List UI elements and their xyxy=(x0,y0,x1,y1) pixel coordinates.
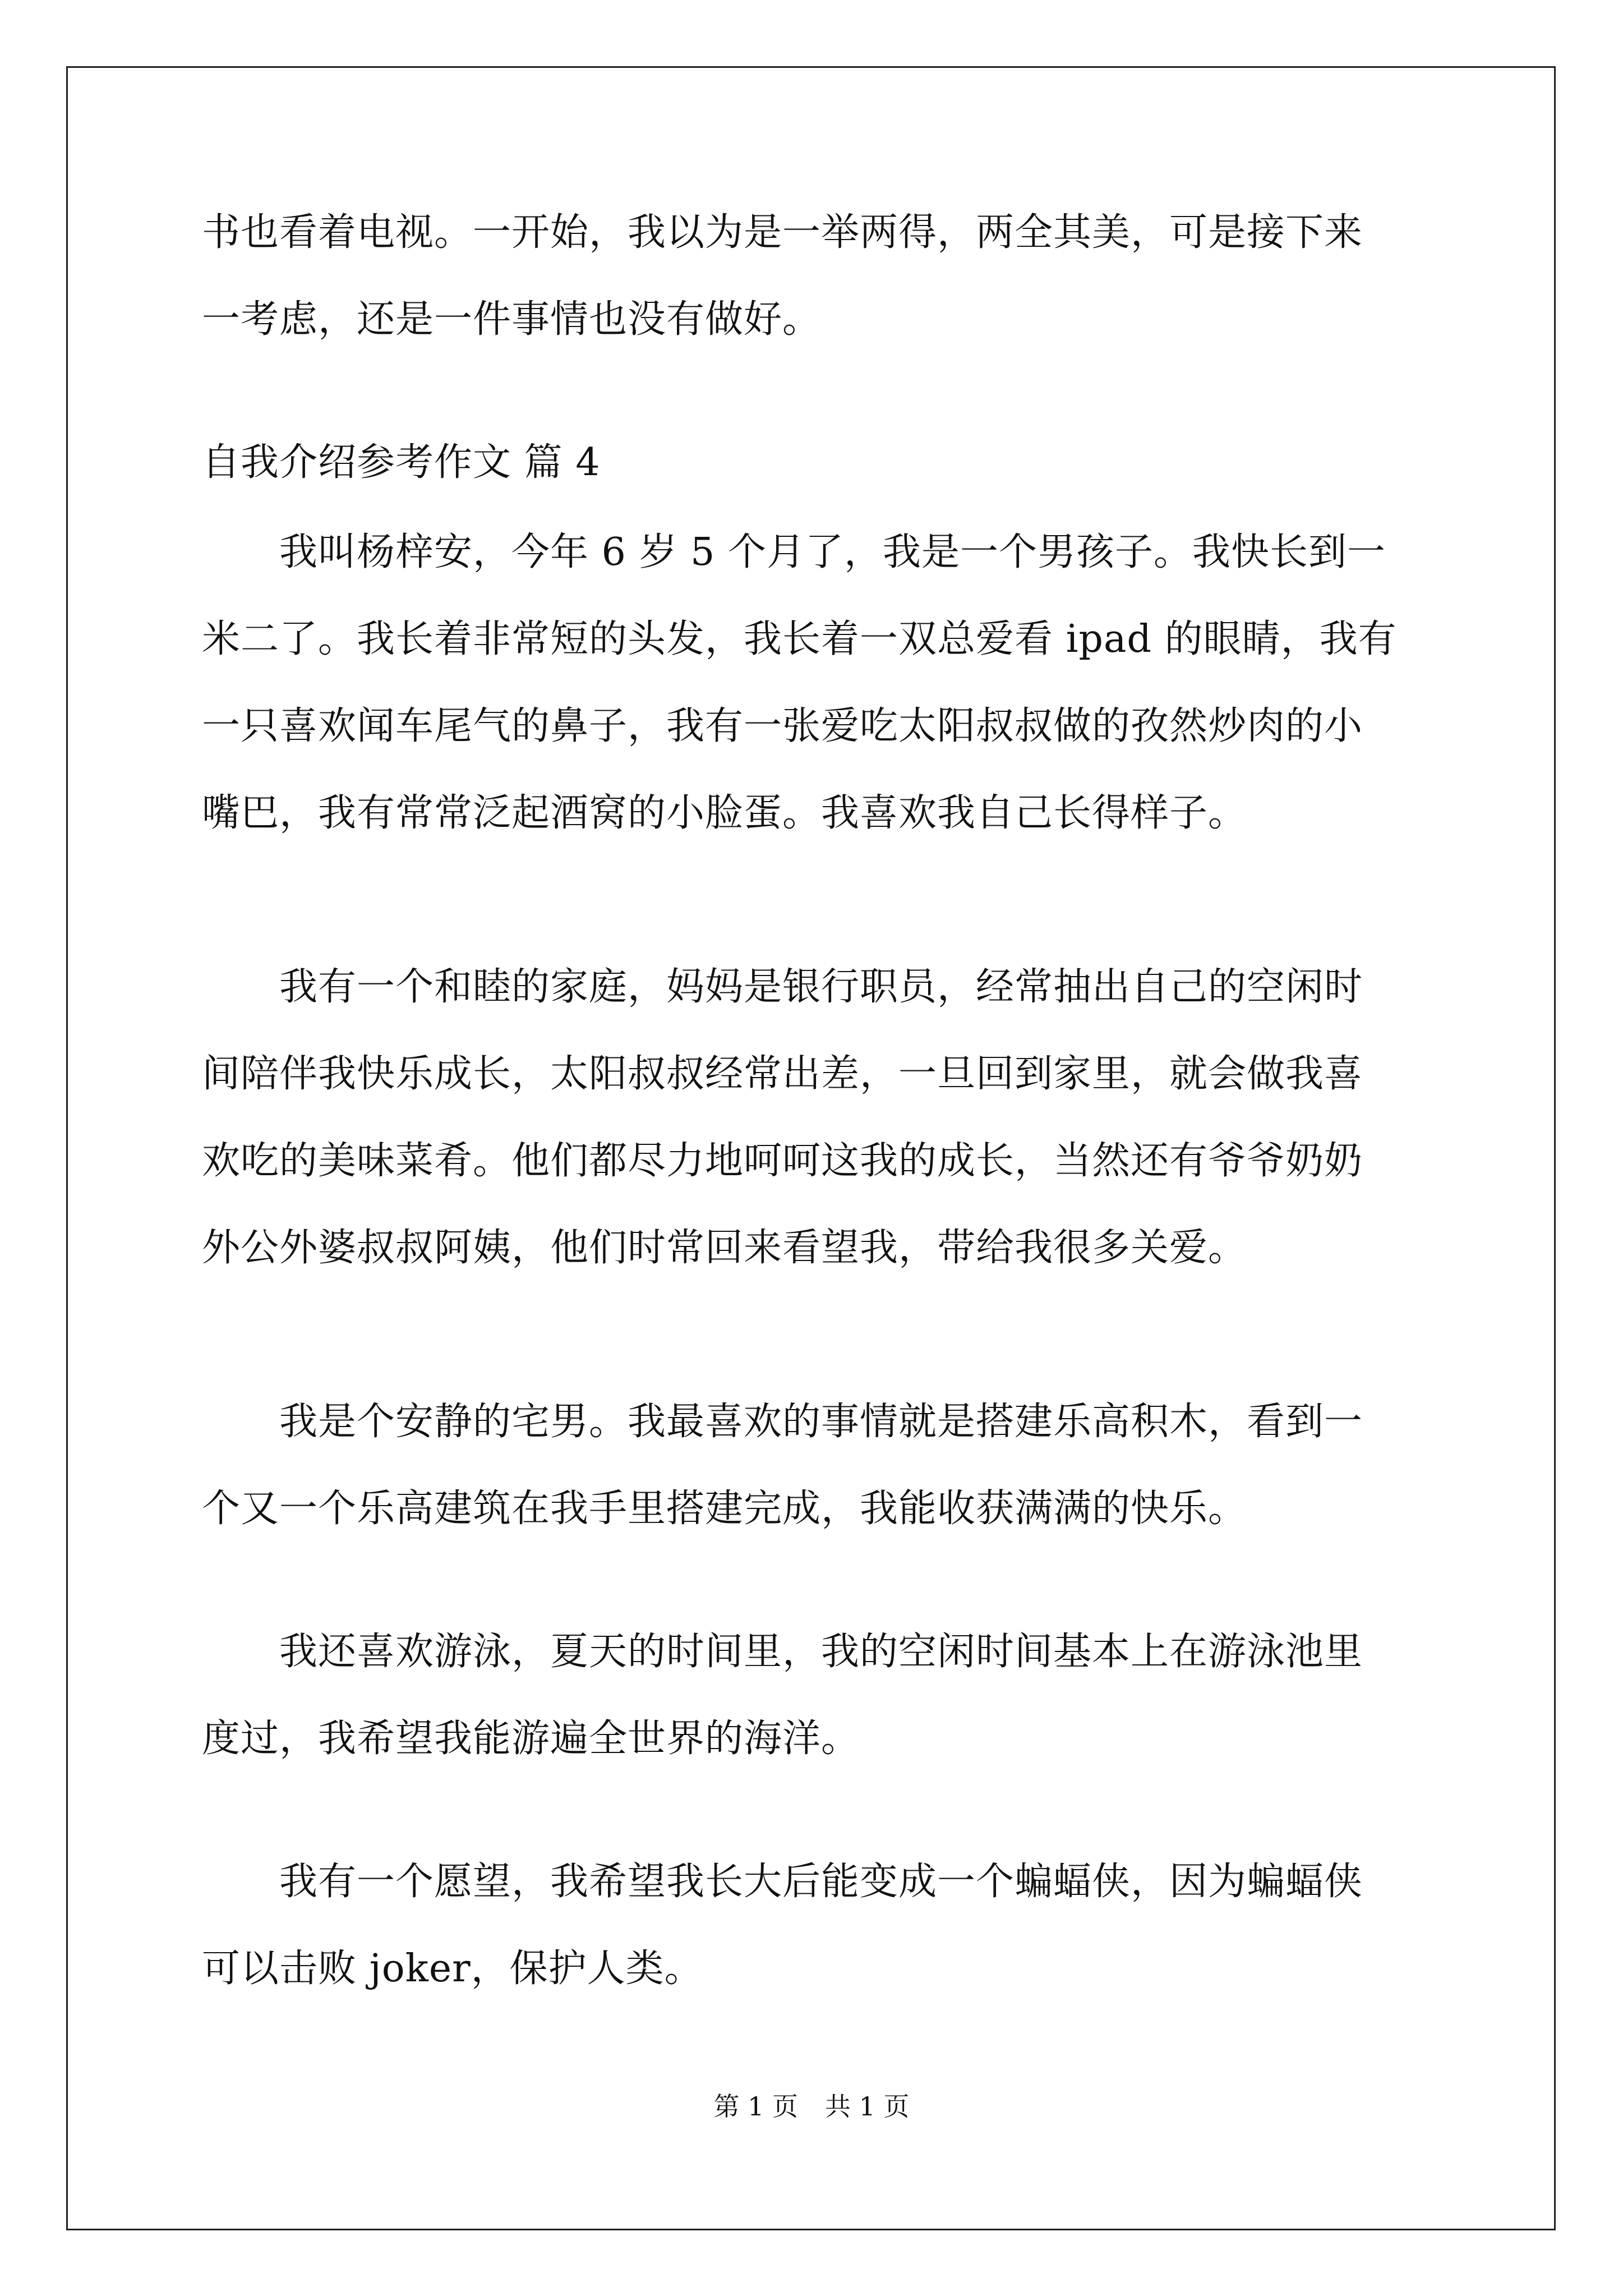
text-line: 我还喜欢游泳，夏天的时间里，我的空闲时间基本上在游泳池里 xyxy=(279,1630,1363,1674)
page-footer xyxy=(0,2090,1623,2123)
text-line: 我有一个和睦的家庭，妈妈是银行职员，经常抽出自己的空闲时 xyxy=(279,965,1363,1009)
text-line: 我有一个愿望，我希望我长大后能变成一个蝙蝠侠，因为蝙蝠侠 xyxy=(279,1860,1363,1904)
text-line: 外公外婆叔叔阿姨，他们时常回来看望我，带给我很多关爱。 xyxy=(202,1226,1247,1270)
text-line: 度过，我希望我能游遍全世界的海洋。 xyxy=(202,1717,860,1761)
text-line: 米二了。我长着非常短的头发，我长着一双总爱看 ipad 的眼睛，我有 xyxy=(202,617,1397,661)
section-heading: 自我介绍参考作文 篇 4 xyxy=(202,440,601,485)
text-line: 可以击败 joker，保护人类。 xyxy=(202,1947,703,1991)
page-number: 第 1 页 xyxy=(713,2091,798,2122)
text-line: 我叫杨梓安，今年 6 岁 5 个月了，我是一个男孩子。我快长到一 xyxy=(279,530,1386,574)
text-line: 间陪伴我快乐成长，太阳叔叔经常出差，一旦回到家里，就会做我喜 xyxy=(202,1052,1363,1096)
text-line: 一只喜欢闻车尾气的鼻子，我有一张爱吃太阳叔叔做的孜然炒肉的小 xyxy=(202,704,1363,748)
text-line: 个又一个乐高建筑在我手里搭建完成，我能收获满满的快乐。 xyxy=(202,1487,1247,1531)
text-line: 嘴巴，我有常常泛起酒窝的小脸蛋。我喜欢我自己长得样子。 xyxy=(202,791,1247,835)
text-line: 一考虑，还是一件事情也没有做好。 xyxy=(202,297,822,342)
text-line: 书也看着电视。一开始，我以为是一举两得，两全其美，可是接下来 xyxy=(202,210,1363,255)
page-total: 共 1 页 xyxy=(825,2091,910,2122)
text-line: 我是个安静的宅男。我最喜欢的事情就是搭建乐高积木，看到一 xyxy=(279,1400,1363,1444)
text-line: 欢吃的美味菜肴。他们都尽力地呵呵这我的成长，当然还有爷爷奶奶 xyxy=(202,1139,1363,1183)
